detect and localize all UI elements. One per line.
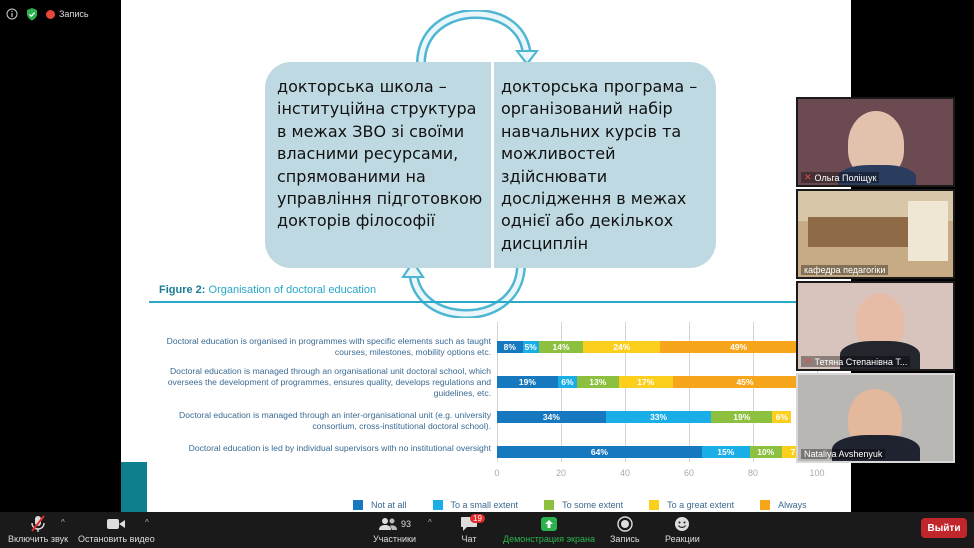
figure-title [159, 284, 376, 296]
legend-swatch [649, 500, 659, 510]
info-icon[interactable] [6, 8, 18, 20]
legend-label: Always [778, 500, 807, 510]
chat-button[interactable] [460, 514, 482, 544]
participant-name-tag [801, 449, 885, 459]
figure-rule [149, 301, 851, 303]
legend-swatch [353, 500, 363, 510]
bar-segment: 49% [660, 341, 817, 353]
doctoral-school-definition: докторська школа – інституційна структура в межах ЗВО зі своїми власними ресурсами, спрямованими на управління підготовкою докторів філософії [265, 62, 497, 268]
recording-label: Запись [59, 9, 89, 19]
participants-button[interactable] [373, 514, 416, 544]
share-screen-icon [540, 514, 558, 534]
chart-legend [353, 500, 833, 510]
room-table [808, 217, 908, 247]
bar-segment: 45% [673, 376, 817, 388]
record-dot-icon [46, 10, 55, 19]
mic-off-icon [30, 514, 46, 534]
figure-caption: Organisation of doctoral education [205, 284, 377, 296]
legend-swatch [433, 500, 443, 510]
participant-tile-3[interactable] [796, 281, 955, 371]
chat-icon [460, 514, 482, 534]
legend-label: To a great extent [667, 500, 735, 510]
unmute-button[interactable] [8, 514, 68, 544]
shield-icon[interactable] [26, 8, 38, 21]
bar-segment: 19% [711, 411, 772, 423]
reactions-button[interactable] [665, 514, 700, 544]
bar-segment: 8% [497, 341, 523, 353]
participants-icon [378, 517, 398, 531]
bar-segment: 19% [497, 376, 558, 388]
bar-segment: 64% [497, 446, 702, 458]
participant-name: Nataliya Avshenyuk [804, 449, 883, 459]
participant-name: кафедра педагогіки [804, 265, 886, 275]
legend-label: To a small extent [450, 500, 519, 510]
record-icon [617, 514, 633, 534]
bar-segment: 10% [750, 446, 782, 458]
unmute-label: Включить звук [8, 534, 69, 544]
leave-meeting-button[interactable]: Выйти [921, 518, 967, 538]
participant-tile-4[interactable] [796, 373, 955, 463]
participant-name-tag [801, 356, 910, 367]
participant-name-tag [801, 265, 888, 275]
bar-row [497, 446, 804, 458]
stop-video-label: Остановить видео [78, 534, 155, 544]
row-label-1: Doctoral education is organised in programmes with specific elements such as taught courses, milestones, mobility options etc. [166, 336, 491, 357]
chat-label: Чат [461, 534, 477, 544]
record-button[interactable] [610, 514, 640, 544]
figure-number: Figure 2: [159, 284, 206, 296]
row-label-3: Doctoral education is managed through an inter-organisational unit (e.g. university consortium, cross-institutional doctoral school). [179, 410, 491, 431]
bar-segment: 15% [702, 446, 750, 458]
legend-label: Not at all [371, 500, 407, 510]
mic-muted-icon: ✕ [804, 356, 812, 366]
legend-item [544, 500, 623, 510]
bar-segment: 7 [782, 446, 804, 458]
participants-label: Участники [373, 534, 416, 544]
room-window [908, 201, 948, 261]
participants-icon-wrap [378, 514, 411, 534]
stacked-bar-chart [494, 322, 837, 478]
bar-segment: 14% [539, 341, 584, 353]
mic-muted-icon: ✕ [804, 172, 812, 182]
participant-name: Ольга Поліщук [814, 172, 877, 183]
bar-segment: 33% [606, 411, 712, 423]
x-tick-label: 20 [555, 468, 567, 478]
smiley-icon [674, 514, 690, 534]
participants-options-caret[interactable]: ^ [428, 518, 432, 527]
legend-item [433, 500, 519, 510]
slide-decoration [121, 462, 147, 512]
record-label: Запись [610, 534, 640, 544]
chat-unread-badge: 19 [470, 514, 485, 523]
doctoral-programme-definition: докторська програма – організований набір навчальних курсів та можливостей здійснювати дослідження в межах однієї або декількох дисциплін [493, 62, 716, 268]
bar-row [497, 411, 791, 423]
legend-item [760, 500, 807, 510]
row-label-2: Doctoral education is managed through an organisational unit doctoral school, which oversees the development of programmes, ensures quality, develops regulations and guidelines, etc. [167, 366, 491, 398]
bar-segment: 17% [619, 376, 673, 388]
recording-indicator[interactable] [46, 9, 89, 19]
bar-segment: 5% [524, 342, 537, 352]
x-tick-label: 100 [809, 468, 825, 478]
bar-segment: 24% [583, 341, 660, 353]
stop-video-button[interactable] [78, 514, 155, 544]
share-screen-label: Демонстрация экрана [503, 534, 595, 544]
share-screen-button[interactable] [503, 514, 595, 544]
cycle-arrow-top [409, 10, 541, 70]
x-tick-label: 60 [683, 468, 695, 478]
box-divider [491, 62, 494, 268]
participant-tile-2[interactable] [796, 189, 955, 279]
participant-name-tag [801, 172, 879, 183]
bar-segment: 13% [577, 376, 619, 388]
bar-row [497, 376, 817, 388]
legend-item [649, 500, 734, 510]
legend-label: To some extent [562, 500, 624, 510]
meeting-toolbar [0, 512, 974, 548]
x-tick-label: 80 [747, 468, 759, 478]
legend-item [353, 500, 407, 510]
row-label-4: Doctoral education is led by individual supervisors with no institutional oversight [188, 443, 491, 453]
participants-count: 93 [400, 519, 411, 529]
meeting-status-bar [6, 4, 89, 24]
bar-segment: 6% [772, 411, 791, 423]
video-options-caret[interactable]: ^ [145, 518, 149, 527]
participant-name: Тетяна Степанівна Т... [814, 356, 908, 367]
bar-segment: 34% [497, 411, 606, 423]
legend-swatch [760, 500, 770, 510]
bar-row [497, 341, 817, 353]
participant-tile-1[interactable] [796, 97, 955, 187]
x-tick-label: 0 [494, 468, 500, 478]
legend-swatch [544, 500, 554, 510]
bar-segment: 6% [558, 376, 577, 388]
audio-options-caret[interactable]: ^ [61, 518, 65, 527]
shared-screen-slide [121, 0, 851, 512]
x-tick-label: 40 [619, 468, 631, 478]
video-camera-icon [106, 514, 126, 534]
reactions-label: Реакции [665, 534, 700, 544]
